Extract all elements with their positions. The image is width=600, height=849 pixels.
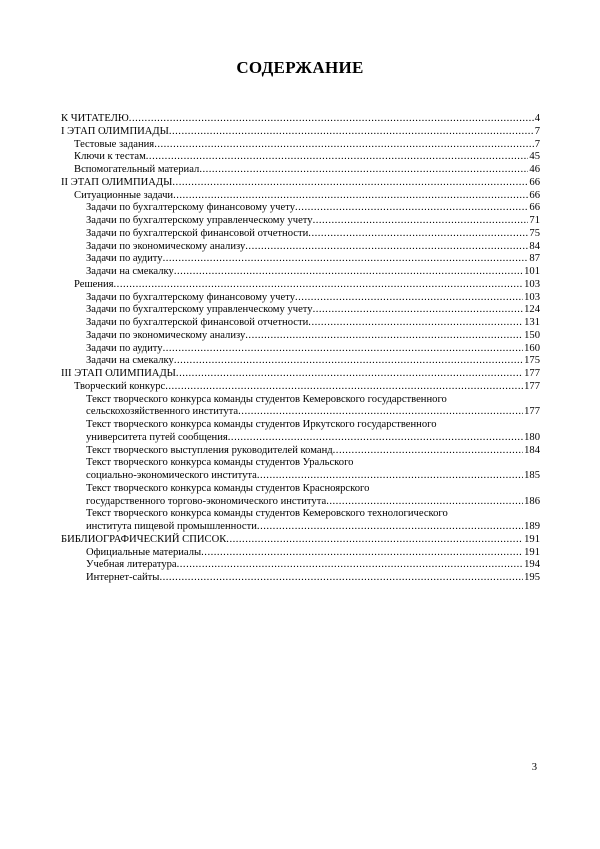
toc-entry[interactable] [61,139,540,152]
page-number: 3 [531,762,537,773]
toc-entry-title-continued: сельскохозяйственного института [86,406,239,418]
toc-entry[interactable] [61,547,540,560]
toc-entry[interactable] [61,445,540,458]
toc-entry-title: Задачи по бухгалтерскому управленческому учету [86,304,313,316]
toc-entry-page: 87 [529,253,540,265]
toc-entry[interactable] [61,304,540,317]
dot-leader [146,151,529,164]
toc-entry-title: Задачи по бухгалтерскому финансовому учету [86,291,295,303]
toc-entry-title: III ЭТАП ОЛИМПИАДЫ [61,368,176,379]
toc-entry-title: Задачи по экономическому анализу [86,329,246,341]
toc-entry[interactable] [61,419,540,445]
dot-leader [308,228,528,241]
toc-entry-page: 124 [524,304,540,316]
dot-leader [172,177,528,190]
toc-entry-page: 177 [524,368,540,379]
toc-entry-title: Решения [74,278,114,290]
toc-entry[interactable] [61,559,540,572]
toc-entry-title: Задачи по бухгалтерскому финансовому учету [86,202,295,214]
toc-entry-title: Текст творческого выступления руководителей команд [86,444,333,456]
toc-entry-page: 46 [529,164,540,175]
toc-entry-page: 7 [534,138,540,150]
dot-leader [154,139,534,152]
toc-entry[interactable] [61,330,540,343]
toc-entry-title: Творческий конкурс [74,380,166,392]
dot-leader [295,292,523,305]
dot-leader [201,547,523,560]
toc-entry-title: Учебная литература [86,559,177,571]
toc-entry[interactable] [61,381,540,394]
toc-entry-title: Интернет-сайты [86,572,160,583]
dot-leader [114,279,524,292]
toc-entry-title: Текст творческого конкурса команды студентов Кемеровского технологического [86,508,448,520]
toc-entry-page: 131 [524,317,540,328]
dot-leader [163,253,529,266]
toc-entry-page: 66 [529,202,540,214]
page-title: СОДЕРЖАНИЕ [236,58,364,77]
toc-entry-page: 101 [524,266,540,277]
toc-entry-page: 66 [529,176,540,188]
toc-entry[interactable] [61,253,540,266]
toc-entry[interactable] [61,177,540,190]
toc-entry[interactable] [61,508,540,534]
toc-entry[interactable] [61,534,540,547]
toc-entry[interactable] [61,343,540,356]
dot-leader [228,432,523,445]
toc-entry[interactable] [61,355,540,368]
toc-entry-page: 45 [529,151,540,163]
toc-entry-page: 191 [524,546,540,558]
toc-entry-page: 7 [534,125,540,137]
toc-entry-page: 84 [529,240,540,252]
toc-entry[interactable] [61,151,540,164]
toc-entry-page: 186 [524,495,540,507]
dot-leader [173,190,528,203]
dot-leader [174,266,523,279]
toc-entry-title: Задачи на смекалку [86,266,174,277]
toc-entry-title: Текст творческого конкурса команды студентов Иркутского государственного [86,419,437,430]
toc-entry[interactable] [61,190,540,203]
toc-entry-page: 194 [524,559,540,571]
toc-entry-page: 191 [524,533,540,545]
toc-entry[interactable] [61,164,540,177]
toc-entry[interactable] [61,317,540,330]
toc-entry-title: Задачи по бухгалтерской финансовой отчетности [86,317,309,328]
toc-entry[interactable] [61,279,540,292]
toc-entry-page: 4 [534,113,540,124]
dot-leader [169,126,534,139]
toc-entry-title-continued: университета путей сообщения [86,431,228,443]
toc-entry-title: Задачи по аудиту [86,253,163,265]
toc-entry[interactable] [61,215,540,228]
toc-entry[interactable] [61,457,540,483]
toc-entry-title: Тестовые задания [74,138,155,150]
toc-entry-title: Задачи по бухгалтерской финансовой отчетности [86,227,309,239]
toc-entry-title: К ЧИТАТЕЛЮ [61,113,129,124]
toc-entry-title: Задачи по экономическому анализу [86,240,246,252]
toc-entry-page: 103 [524,291,540,303]
toc-entry[interactable] [61,292,540,305]
dot-leader [326,496,523,509]
toc-entry-page: 180 [524,431,540,443]
dot-leader [313,215,529,228]
toc-entry-page: 185 [524,470,540,481]
toc-entry-title-continued: государственного торгово-экономического института [86,495,327,507]
toc-entry-title: Задачи по бухгалтерскому управленческому учету [86,215,313,226]
dot-leader [226,534,523,547]
dot-leader [174,355,523,368]
toc-entry-title: Ключи к тестам [74,151,146,163]
dot-leader [257,521,523,534]
dot-leader [165,381,523,394]
toc-entry[interactable] [61,368,540,381]
toc-entry-title: БИБЛИОГРАФИЧЕСКИЙ СПИСОК [61,533,227,545]
table-of-contents [61,113,540,585]
toc-entry-title: Текст творческого конкурса команды студентов Уральского [86,457,354,469]
toc-entry[interactable] [61,572,540,585]
dot-leader [295,202,528,215]
toc-entry-title: Официальные материалы [86,546,202,558]
dot-leader [238,406,523,419]
dot-leader [245,241,528,254]
toc-entry-page: 150 [524,329,540,341]
toc-entry-page: 189 [524,521,540,532]
dot-leader [177,559,523,572]
toc-entry-page: 175 [524,355,540,367]
dot-leader [333,445,523,458]
dot-leader [163,343,524,356]
dot-leader [257,470,523,483]
toc-entry[interactable] [61,126,540,139]
dot-leader [308,317,523,330]
toc-entry-page: 75 [529,227,540,239]
toc-entry-title: Задачи на смекалку [86,355,174,367]
toc-entry[interactable] [61,202,540,215]
toc-entry-page: 184 [524,444,540,456]
toc-entry-page: 177 [524,380,540,392]
toc-entry-page: 71 [529,215,540,226]
toc-entry-title: Текст творческого конкурса команды студентов Кемеровского государственного [86,393,447,405]
toc-entry[interactable] [61,483,540,509]
toc-entry-title: Ситуационные задачи [74,189,174,201]
dot-leader [176,368,523,381]
toc-entry[interactable] [61,266,540,279]
toc-entry[interactable] [61,113,540,126]
toc-entry-title: Вспомогательный материал [74,164,200,175]
toc-entry[interactable] [61,394,540,420]
toc-entry-page: 66 [529,189,540,201]
toc-entry-title-continued: института пищевой промышленности [86,521,257,532]
toc-entry-title: Текст творческого конкурса команды студентов Красноярского [86,482,370,494]
toc-entry-title: Задачи по аудиту [86,342,163,354]
toc-entry-page: 160 [524,342,540,354]
dot-leader [313,304,524,317]
toc-entry[interactable] [61,241,540,254]
dot-leader [199,164,528,177]
dot-leader [245,330,523,343]
toc-entry-page: 195 [524,572,540,583]
toc-entry-page: 103 [524,278,540,290]
toc-entry[interactable] [61,228,540,241]
dot-leader [159,572,523,585]
dot-leader [129,113,534,126]
toc-entry-page: 177 [524,406,540,418]
toc-entry-title: I ЭТАП ОЛИМПИАДЫ [61,125,169,137]
toc-entry-title-continued: социально-экономического института [86,470,257,481]
toc-entry-title: II ЭТАП ОЛИМПИАДЫ [61,176,173,188]
